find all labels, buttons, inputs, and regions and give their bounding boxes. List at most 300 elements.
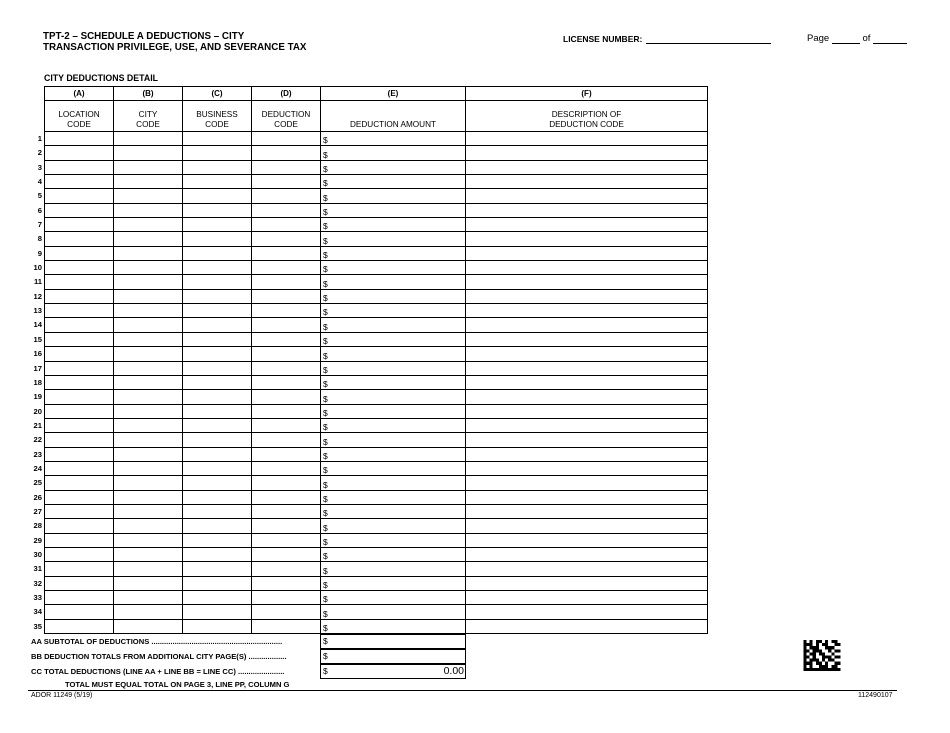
description-cell[interactable] <box>466 519 708 533</box>
city-code-cell[interactable] <box>114 519 183 533</box>
datamatrix-barcode-icon <box>803 640 841 671</box>
deduction-amount-cell[interactable]: $ <box>321 375 466 389</box>
line-number: 13 <box>33 306 42 316</box>
city-code-cell[interactable] <box>114 433 183 447</box>
line-number: 17 <box>33 363 42 373</box>
table-row <box>45 476 708 490</box>
location-code-cell[interactable] <box>45 275 114 289</box>
cc-total-input[interactable]: $ 0.00 <box>320 664 466 679</box>
city-code-cell[interactable] <box>114 490 183 504</box>
city-code-cell[interactable] <box>114 146 183 160</box>
line-number: 29 <box>33 535 42 545</box>
totals-note: TOTAL MUST EQUAL TOTAL ON PAGE 3, LINE PP, COLUMN G <box>65 680 290 689</box>
location-code-cell[interactable] <box>45 347 114 361</box>
business-code-cell[interactable] <box>183 504 252 518</box>
location-code-cell[interactable] <box>45 504 114 518</box>
deduction-code-cell[interactable] <box>252 132 321 146</box>
description-cell[interactable] <box>466 304 708 318</box>
deduction-amount-cell[interactable]: $ <box>321 304 466 318</box>
line-number: 20 <box>33 406 42 416</box>
description-cell[interactable] <box>466 504 708 518</box>
business-code-cell[interactable] <box>183 547 252 561</box>
license-number-field <box>563 34 771 44</box>
bb-additional-input[interactable]: $ <box>320 649 466 664</box>
description-cell[interactable] <box>466 433 708 447</box>
description-cell[interactable] <box>466 275 708 289</box>
description-cell[interactable] <box>466 203 708 217</box>
deduction-amount-cell[interactable]: $ <box>321 261 466 275</box>
line-number: 2 <box>37 148 42 158</box>
description-cell[interactable] <box>466 132 708 146</box>
line-number: 4 <box>37 177 42 187</box>
form-title <box>43 31 306 53</box>
deduction-amount-cell[interactable]: $ <box>321 232 466 246</box>
city-code-cell[interactable] <box>114 232 183 246</box>
business-code-cell[interactable] <box>183 605 252 619</box>
deduction-code-cell[interactable] <box>252 533 321 547</box>
business-code-cell[interactable] <box>183 347 252 361</box>
business-code-cell[interactable] <box>183 476 252 490</box>
business-code-cell[interactable] <box>183 275 252 289</box>
deduction-amount-cell[interactable]: $ <box>321 418 466 432</box>
deduction-amount-cell[interactable]: $ <box>321 289 466 303</box>
table-row <box>45 189 708 203</box>
business-code-cell[interactable] <box>183 289 252 303</box>
table-row <box>45 246 708 260</box>
col-d-letter: (D) <box>252 87 321 101</box>
location-code-cell[interactable] <box>45 261 114 275</box>
line-number: 15 <box>33 334 42 344</box>
deduction-code-cell[interactable] <box>252 418 321 432</box>
deduction-code-cell[interactable] <box>252 375 321 389</box>
city-code-cell[interactable] <box>114 418 183 432</box>
city-code-cell[interactable] <box>114 404 183 418</box>
deduction-code-cell[interactable] <box>252 318 321 332</box>
location-code-cell[interactable] <box>45 461 114 475</box>
description-cell[interactable] <box>466 175 708 189</box>
description-cell[interactable] <box>466 318 708 332</box>
table-row <box>45 504 708 518</box>
location-code-cell[interactable] <box>45 519 114 533</box>
line-number-column <box>18 132 42 634</box>
city-code-cell[interactable] <box>114 591 183 605</box>
deduction-amount-cell[interactable]: $ <box>321 361 466 375</box>
city-code-cell[interactable] <box>114 605 183 619</box>
location-code-cell[interactable] <box>45 605 114 619</box>
deduction-code-cell[interactable] <box>252 547 321 561</box>
deduction-amount-cell[interactable]: $ <box>321 576 466 590</box>
business-code-cell[interactable] <box>183 433 252 447</box>
barcode-number: 112490107 <box>858 692 893 699</box>
location-code-cell[interactable] <box>45 246 114 260</box>
description-cell[interactable] <box>466 146 708 160</box>
business-code-cell[interactable] <box>183 146 252 160</box>
deduction-code-cell[interactable] <box>252 175 321 189</box>
city-code-cell[interactable] <box>114 189 183 203</box>
line-number: 33 <box>33 593 42 602</box>
business-code-cell[interactable] <box>183 218 252 232</box>
deduction-code-cell[interactable] <box>252 490 321 504</box>
description-cell[interactable] <box>466 547 708 561</box>
deduction-amount-cell[interactable]: $ <box>321 476 466 490</box>
location-code-cell[interactable] <box>45 533 114 547</box>
location-code-cell[interactable] <box>45 132 114 146</box>
form-title-line2: TRANSACTION PRIVILEGE, USE, AND SEVERANCE TAX <box>43 42 307 53</box>
deduction-amount-cell[interactable]: $ <box>321 447 466 461</box>
deduction-code-cell[interactable] <box>252 605 321 619</box>
business-code-cell[interactable] <box>183 175 252 189</box>
table-row <box>45 490 708 504</box>
description-cell[interactable] <box>466 490 708 504</box>
line-number: 21 <box>33 420 42 430</box>
city-code-cell[interactable] <box>114 175 183 189</box>
deduction-code-cell[interactable] <box>252 562 321 576</box>
deduction-amount-cell[interactable]: $ <box>321 461 466 475</box>
description-cell[interactable] <box>466 461 708 475</box>
deduction-amount-cell[interactable]: $ <box>321 132 466 146</box>
location-code-cell[interactable] <box>45 175 114 189</box>
deduction-code-cell[interactable] <box>252 218 321 232</box>
table-row <box>45 547 708 561</box>
city-code-cell[interactable] <box>114 304 183 318</box>
location-code-cell[interactable] <box>45 304 114 318</box>
business-code-cell[interactable] <box>183 519 252 533</box>
line-number: 11 <box>33 277 42 287</box>
table-row <box>45 304 708 318</box>
col-c-letter: (C) <box>183 87 252 101</box>
business-code-cell[interactable] <box>183 404 252 418</box>
location-code-cell[interactable] <box>45 576 114 590</box>
description-cell[interactable] <box>466 390 708 404</box>
business-code-cell[interactable] <box>183 246 252 260</box>
deduction-code-cell[interactable] <box>252 275 321 289</box>
line-number: 14 <box>33 320 42 330</box>
cc-total-value: 0.00 <box>443 665 464 677</box>
city-code-cell[interactable] <box>114 289 183 303</box>
deduction-code-cell[interactable] <box>252 390 321 404</box>
location-code-cell[interactable] <box>45 390 114 404</box>
description-cell[interactable] <box>466 476 708 490</box>
location-code-cell[interactable] <box>45 476 114 490</box>
col-c-title: BUSINESS CODE <box>183 101 252 132</box>
table-row <box>45 404 708 418</box>
city-code-cell[interactable] <box>114 533 183 547</box>
city-code-cell[interactable] <box>114 203 183 217</box>
business-code-cell[interactable] <box>183 332 252 346</box>
location-code-cell[interactable] <box>45 404 114 418</box>
deduction-code-cell[interactable] <box>252 361 321 375</box>
business-code-cell[interactable] <box>183 533 252 547</box>
table-row <box>45 447 708 461</box>
table-row <box>45 332 708 346</box>
city-code-cell[interactable] <box>114 261 183 275</box>
line-number: 25 <box>33 478 42 488</box>
table-row <box>45 218 708 232</box>
col-b-title: CITY CODE <box>114 101 183 132</box>
deduction-code-cell[interactable] <box>252 146 321 160</box>
business-code-cell[interactable] <box>183 619 252 633</box>
table-row <box>45 132 708 146</box>
city-code-cell[interactable] <box>114 476 183 490</box>
line-number: 30 <box>33 549 42 559</box>
business-code-cell[interactable] <box>183 318 252 332</box>
deduction-code-cell[interactable] <box>252 160 321 174</box>
line-number: 26 <box>33 492 42 502</box>
table-row <box>45 576 708 590</box>
col-f-letter: (F) <box>466 87 708 101</box>
city-code-cell[interactable] <box>114 347 183 361</box>
location-code-cell[interactable] <box>45 289 114 303</box>
table-row <box>45 232 708 246</box>
aa-subtotal-label: AA SUBTOTAL OF DEDUCTIONS .............................................................. <box>31 637 283 646</box>
location-code-cell[interactable] <box>45 146 114 160</box>
col-a-title: LOCATION CODE <box>45 101 114 132</box>
page-indicator <box>807 33 907 44</box>
bb-additional-label: BB DEDUCTION TOTALS FROM ADDITIONAL CITY PAGE(S) .................. <box>31 652 287 661</box>
line-number: 10 <box>33 263 42 273</box>
line-number: 1 <box>37 134 42 143</box>
deduction-code-cell[interactable] <box>252 461 321 475</box>
deduction-amount-cell[interactable]: $ <box>321 591 466 605</box>
business-code-cell[interactable] <box>183 562 252 576</box>
business-code-cell[interactable] <box>183 447 252 461</box>
location-code-cell[interactable] <box>45 160 114 174</box>
business-code-cell[interactable] <box>183 591 252 605</box>
description-cell[interactable] <box>466 189 708 203</box>
table-row <box>45 591 708 605</box>
description-cell[interactable] <box>466 232 708 246</box>
deduction-amount-cell[interactable]: $ <box>321 562 466 576</box>
aa-subtotal-input[interactable]: $ <box>320 634 466 649</box>
description-cell[interactable] <box>466 246 708 260</box>
city-code-cell[interactable] <box>114 375 183 389</box>
city-code-cell[interactable] <box>114 390 183 404</box>
business-code-cell[interactable] <box>183 261 252 275</box>
business-code-cell[interactable] <box>183 390 252 404</box>
license-number-label: LICENSE NUMBER: <box>563 34 643 44</box>
city-code-cell[interactable] <box>114 275 183 289</box>
business-code-cell[interactable] <box>183 189 252 203</box>
location-code-cell[interactable] <box>45 218 114 232</box>
line-number: 27 <box>33 506 42 516</box>
city-code-cell[interactable] <box>114 447 183 461</box>
deduction-code-cell[interactable] <box>252 433 321 447</box>
location-code-cell[interactable] <box>45 547 114 561</box>
business-code-cell[interactable] <box>183 418 252 432</box>
col-b-letter: (B) <box>114 87 183 101</box>
table-row <box>45 519 708 533</box>
business-code-cell[interactable] <box>183 232 252 246</box>
location-code-cell[interactable] <box>45 447 114 461</box>
deduction-amount-cell[interactable]: $ <box>321 347 466 361</box>
business-code-cell[interactable] <box>183 160 252 174</box>
col-e-letter: (E) <box>321 87 466 101</box>
deductions-table <box>44 86 708 634</box>
deduction-code-cell[interactable] <box>252 519 321 533</box>
line-number: 19 <box>33 392 42 402</box>
license-number-input[interactable] <box>646 34 771 44</box>
section-title: CITY DEDUCTIONS DETAIL <box>44 73 159 83</box>
description-cell[interactable] <box>466 533 708 547</box>
description-cell[interactable] <box>466 404 708 418</box>
deduction-amount-cell[interactable]: $ <box>321 218 466 232</box>
deduction-code-cell[interactable] <box>252 591 321 605</box>
location-code-cell[interactable] <box>45 203 114 217</box>
location-code-cell[interactable] <box>45 232 114 246</box>
deduction-amount-cell[interactable]: $ <box>321 203 466 217</box>
line-number: 7 <box>37 220 42 230</box>
deduction-amount-cell[interactable]: $ <box>321 519 466 533</box>
deduction-code-cell[interactable] <box>252 447 321 461</box>
deduction-code-cell[interactable] <box>252 261 321 275</box>
table-row <box>45 619 708 633</box>
city-code-cell[interactable] <box>114 576 183 590</box>
deduction-code-cell[interactable] <box>252 232 321 246</box>
location-code-cell[interactable] <box>45 332 114 346</box>
city-code-cell[interactable] <box>114 332 183 346</box>
table-row <box>45 390 708 404</box>
city-code-cell[interactable] <box>114 218 183 232</box>
table-row <box>45 375 708 389</box>
page-total-input[interactable] <box>873 34 907 44</box>
line-number: 5 <box>37 191 42 201</box>
line-number: 8 <box>37 234 42 244</box>
description-cell[interactable] <box>466 347 708 361</box>
deduction-amount-cell[interactable]: $ <box>321 175 466 189</box>
description-cell[interactable] <box>466 576 708 590</box>
deduction-amount-cell[interactable]: $ <box>321 433 466 447</box>
location-code-cell[interactable] <box>45 318 114 332</box>
table-row <box>45 347 708 361</box>
deduction-code-cell[interactable] <box>252 189 321 203</box>
city-code-cell[interactable] <box>114 318 183 332</box>
description-cell[interactable] <box>466 289 708 303</box>
city-code-cell[interactable] <box>114 246 183 260</box>
table-row <box>45 146 708 160</box>
location-code-cell[interactable] <box>45 375 114 389</box>
table-row <box>45 361 708 375</box>
business-code-cell[interactable] <box>183 576 252 590</box>
deduction-amount-cell[interactable]: $ <box>321 619 466 633</box>
deduction-code-cell[interactable] <box>252 347 321 361</box>
deduction-amount-cell[interactable]: $ <box>321 146 466 160</box>
deduction-amount-cell[interactable]: $ <box>321 160 466 174</box>
line-number: 3 <box>37 162 42 172</box>
page-number-input[interactable] <box>832 34 860 44</box>
description-cell[interactable] <box>466 361 708 375</box>
form-title-line1: TPT-2 – SCHEDULE A DEDUCTIONS – CITY <box>43 31 245 42</box>
deduction-amount-cell[interactable]: $ <box>321 390 466 404</box>
line-number: 16 <box>33 349 42 359</box>
location-code-cell[interactable] <box>45 490 114 504</box>
description-cell[interactable] <box>466 605 708 619</box>
city-code-cell[interactable] <box>114 132 183 146</box>
line-number: 23 <box>33 449 42 459</box>
deduction-code-cell[interactable] <box>252 304 321 318</box>
location-code-cell[interactable] <box>45 189 114 203</box>
table-row <box>45 275 708 289</box>
deduction-amount-cell[interactable]: $ <box>321 275 466 289</box>
deduction-code-cell[interactable] <box>252 203 321 217</box>
deduction-code-cell[interactable] <box>252 576 321 590</box>
business-code-cell[interactable] <box>183 361 252 375</box>
deduction-code-cell[interactable] <box>252 619 321 633</box>
col-d-title: DEDUCTION CODE <box>252 101 321 132</box>
city-code-cell[interactable] <box>114 547 183 561</box>
line-number: 6 <box>37 205 42 215</box>
deduction-code-cell[interactable] <box>252 504 321 518</box>
deduction-code-cell[interactable] <box>252 476 321 490</box>
city-code-cell[interactable] <box>114 361 183 375</box>
location-code-cell[interactable] <box>45 619 114 633</box>
business-code-cell[interactable] <box>183 375 252 389</box>
business-code-cell[interactable] <box>183 490 252 504</box>
location-code-cell[interactable] <box>45 433 114 447</box>
line-number: 24 <box>33 463 42 473</box>
description-cell[interactable] <box>466 562 708 576</box>
deduction-amount-cell[interactable]: $ <box>321 404 466 418</box>
description-cell[interactable] <box>466 332 708 346</box>
description-cell[interactable] <box>466 261 708 275</box>
deduction-code-cell[interactable] <box>252 332 321 346</box>
form-id: ADOR 11249 (5/19) <box>31 692 93 699</box>
location-code-cell[interactable] <box>45 591 114 605</box>
description-cell[interactable] <box>466 160 708 174</box>
deduction-amount-cell[interactable]: $ <box>321 533 466 547</box>
description-cell[interactable] <box>466 447 708 461</box>
deduction-amount-cell[interactable]: $ <box>321 547 466 561</box>
city-code-cell[interactable] <box>114 562 183 576</box>
city-code-cell[interactable] <box>114 461 183 475</box>
deduction-amount-cell[interactable]: $ <box>321 318 466 332</box>
location-code-cell[interactable] <box>45 361 114 375</box>
line-number: 18 <box>33 377 42 387</box>
table-row <box>45 533 708 547</box>
description-cell[interactable] <box>466 218 708 232</box>
business-code-cell[interactable] <box>183 461 252 475</box>
city-code-cell[interactable] <box>114 619 183 633</box>
deduction-amount-cell[interactable]: $ <box>321 332 466 346</box>
deduction-amount-cell[interactable]: $ <box>321 246 466 260</box>
table-row <box>45 562 708 576</box>
location-code-cell[interactable] <box>45 418 114 432</box>
deduction-code-cell[interactable] <box>252 404 321 418</box>
business-code-cell[interactable] <box>183 132 252 146</box>
footer-divider <box>28 690 897 691</box>
deduction-code-cell[interactable] <box>252 246 321 260</box>
description-cell[interactable] <box>466 591 708 605</box>
location-code-cell[interactable] <box>45 562 114 576</box>
line-number: 22 <box>33 435 42 445</box>
deduction-amount-cell[interactable]: $ <box>321 504 466 518</box>
description-cell[interactable] <box>466 375 708 389</box>
deduction-amount-cell[interactable]: $ <box>321 605 466 619</box>
deduction-amount-cell[interactable]: $ <box>321 490 466 504</box>
table-row <box>45 160 708 174</box>
city-code-cell[interactable] <box>114 504 183 518</box>
city-code-cell[interactable] <box>114 160 183 174</box>
col-a-letter: (A) <box>45 87 114 101</box>
deduction-amount-cell[interactable]: $ <box>321 189 466 203</box>
business-code-cell[interactable] <box>183 203 252 217</box>
description-cell[interactable] <box>466 418 708 432</box>
col-e-title: DEDUCTION AMOUNT <box>321 101 466 132</box>
line-number: 34 <box>33 607 42 617</box>
business-code-cell[interactable] <box>183 304 252 318</box>
deduction-code-cell[interactable] <box>252 289 321 303</box>
line-number: 12 <box>33 291 42 301</box>
description-cell[interactable] <box>466 619 708 633</box>
